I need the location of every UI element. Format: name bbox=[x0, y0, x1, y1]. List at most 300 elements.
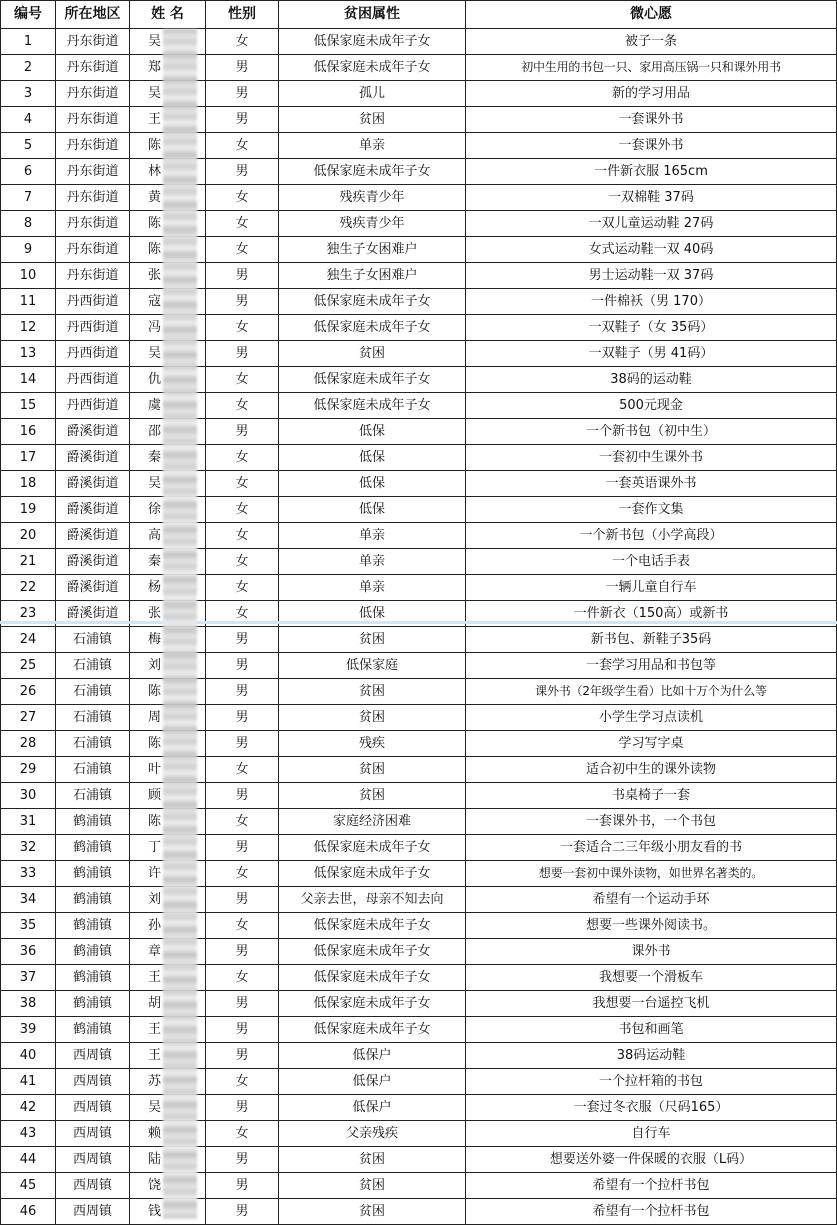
cell-region: 鹤浦镇 bbox=[56, 809, 130, 835]
cell-region: 丹东街道 bbox=[56, 159, 130, 185]
cell-wish: 500元现金 bbox=[466, 393, 837, 419]
cell-wish: 一双鞋子（女 35码） bbox=[466, 315, 837, 341]
cell-name: 丁 bbox=[130, 835, 206, 861]
cell-wish: 一个电话手表 bbox=[466, 549, 837, 575]
cell-poverty: 低保家庭 bbox=[279, 653, 466, 679]
cell-poverty: 贫困 bbox=[279, 757, 466, 783]
cell-gender: 男 bbox=[206, 783, 279, 809]
cell-gender: 男 bbox=[206, 289, 279, 315]
cell-poverty: 低保家庭未成年子女 bbox=[279, 1017, 466, 1043]
cell-wish: 一套学习用品和书包等 bbox=[466, 653, 837, 679]
cell-no: 14 bbox=[1, 367, 56, 393]
header-name: 姓 名 bbox=[130, 1, 206, 29]
cell-gender: 男 bbox=[206, 341, 279, 367]
table-row bbox=[1, 1017, 837, 1043]
table-row bbox=[1, 861, 837, 887]
table-row bbox=[1, 393, 837, 419]
cell-region: 鹤浦镇 bbox=[56, 913, 130, 939]
cell-region: 鹤浦镇 bbox=[56, 1017, 130, 1043]
table-row bbox=[1, 705, 837, 731]
cell-name: 顾 bbox=[130, 783, 206, 809]
cell-poverty: 贫困 bbox=[279, 107, 466, 133]
cell-wish: 想要一套初中课外读物，如世界名著类的。 bbox=[466, 861, 837, 887]
cell-no: 32 bbox=[1, 835, 56, 861]
cell-no: 37 bbox=[1, 965, 56, 991]
cell-gender: 女 bbox=[206, 913, 279, 939]
cell-wish: 课外书（2年级学生看）比如十万个为什么等 bbox=[466, 679, 837, 705]
table-row bbox=[1, 965, 837, 991]
cell-name: 黄 bbox=[130, 185, 206, 211]
cell-name: 陆 bbox=[130, 1147, 206, 1173]
cell-no: 29 bbox=[1, 757, 56, 783]
cell-no: 4 bbox=[1, 107, 56, 133]
cell-gender: 男 bbox=[206, 939, 279, 965]
cell-wish: 一件棉袄（男 170） bbox=[466, 289, 837, 315]
table-row bbox=[1, 523, 837, 549]
cell-poverty: 低保家庭未成年子女 bbox=[279, 55, 466, 81]
cell-poverty: 低保户 bbox=[279, 1069, 466, 1095]
header-poverty: 贫困属性 bbox=[279, 1, 466, 29]
cell-wish: 一辆儿童自行车 bbox=[466, 575, 837, 601]
cell-region: 丹西街道 bbox=[56, 393, 130, 419]
cell-name: 陈 bbox=[130, 211, 206, 237]
cell-wish: 新书包、新鞋子35码 bbox=[466, 627, 837, 653]
cell-no: 7 bbox=[1, 185, 56, 211]
cell-wish: 一件新衣服 165cm bbox=[466, 159, 837, 185]
cell-poverty: 低保家庭未成年子女 bbox=[279, 991, 466, 1017]
cell-region: 石浦镇 bbox=[56, 679, 130, 705]
cell-wish: 初中生用的书包一只、家用高压锅一只和课外用书 bbox=[466, 55, 837, 81]
cell-no: 31 bbox=[1, 809, 56, 835]
cell-poverty: 低保家庭未成年子女 bbox=[279, 315, 466, 341]
cell-wish: 一套作文集 bbox=[466, 497, 837, 523]
cell-region: 爵溪街道 bbox=[56, 445, 130, 471]
cell-poverty: 低保 bbox=[279, 497, 466, 523]
cell-region: 石浦镇 bbox=[56, 705, 130, 731]
cell-no: 8 bbox=[1, 211, 56, 237]
cell-no: 34 bbox=[1, 887, 56, 913]
table-row bbox=[1, 1173, 837, 1199]
cell-no: 16 bbox=[1, 419, 56, 445]
table-row bbox=[1, 211, 837, 237]
cell-name: 梅 bbox=[130, 627, 206, 653]
cell-no: 41 bbox=[1, 1069, 56, 1095]
cell-wish: 想要送外婆一件保暖的衣服（L码） bbox=[466, 1147, 837, 1173]
cell-region: 石浦镇 bbox=[56, 627, 130, 653]
cell-no: 30 bbox=[1, 783, 56, 809]
cell-wish: 学习写字桌 bbox=[466, 731, 837, 757]
cell-gender: 女 bbox=[206, 497, 279, 523]
cell-no: 23 bbox=[1, 601, 56, 627]
table-row bbox=[1, 497, 837, 523]
cell-poverty: 低保 bbox=[279, 601, 466, 627]
cell-gender: 男 bbox=[206, 835, 279, 861]
cell-wish: 小学生学习点读机 bbox=[466, 705, 837, 731]
header-row bbox=[1, 1, 837, 29]
cell-region: 鹤浦镇 bbox=[56, 939, 130, 965]
cell-wish: 一套适合二三年级小朋友看的书 bbox=[466, 835, 837, 861]
cell-no: 46 bbox=[1, 1199, 56, 1225]
cell-no: 40 bbox=[1, 1043, 56, 1069]
cell-gender: 男 bbox=[206, 1043, 279, 1069]
cell-poverty: 低保家庭未成年子女 bbox=[279, 965, 466, 991]
cell-poverty: 低保家庭未成年子女 bbox=[279, 289, 466, 315]
cell-region: 爵溪街道 bbox=[56, 471, 130, 497]
cell-gender: 女 bbox=[206, 185, 279, 211]
cell-gender: 男 bbox=[206, 107, 279, 133]
table-row bbox=[1, 549, 837, 575]
cell-no: 10 bbox=[1, 263, 56, 289]
table-row bbox=[1, 185, 837, 211]
cell-region: 丹东街道 bbox=[56, 263, 130, 289]
cell-poverty: 单亲 bbox=[279, 575, 466, 601]
table-row bbox=[1, 1121, 837, 1147]
cell-poverty: 孤儿 bbox=[279, 81, 466, 107]
cell-no: 20 bbox=[1, 523, 56, 549]
cell-region: 鹤浦镇 bbox=[56, 991, 130, 1017]
cell-no: 22 bbox=[1, 575, 56, 601]
cell-region: 丹西街道 bbox=[56, 341, 130, 367]
cell-gender: 女 bbox=[206, 237, 279, 263]
cell-name: 高 bbox=[130, 523, 206, 549]
table-row bbox=[1, 1147, 837, 1173]
cell-region: 石浦镇 bbox=[56, 783, 130, 809]
cell-no: 28 bbox=[1, 731, 56, 757]
cell-no: 2 bbox=[1, 55, 56, 81]
cell-region: 丹东街道 bbox=[56, 107, 130, 133]
cell-region: 丹东街道 bbox=[56, 237, 130, 263]
cell-poverty: 父亲残疾 bbox=[279, 1121, 466, 1147]
cell-poverty: 单亲 bbox=[279, 549, 466, 575]
table-row bbox=[1, 133, 837, 159]
cell-no: 12 bbox=[1, 315, 56, 341]
cell-region: 鹤浦镇 bbox=[56, 835, 130, 861]
cell-poverty: 独生子女困难户 bbox=[279, 263, 466, 289]
cell-no: 18 bbox=[1, 471, 56, 497]
cell-poverty: 贫困 bbox=[279, 341, 466, 367]
cell-no: 42 bbox=[1, 1095, 56, 1121]
table-row bbox=[1, 107, 837, 133]
cell-name: 章 bbox=[130, 939, 206, 965]
cell-name: 徐 bbox=[130, 497, 206, 523]
cell-wish: 书包和画笔 bbox=[466, 1017, 837, 1043]
cell-region: 丹东街道 bbox=[56, 133, 130, 159]
cell-name: 陈 bbox=[130, 679, 206, 705]
table-row bbox=[1, 913, 837, 939]
cell-name: 王 bbox=[130, 965, 206, 991]
cell-no: 33 bbox=[1, 861, 56, 887]
table-row bbox=[1, 835, 837, 861]
cell-region: 西周镇 bbox=[56, 1095, 130, 1121]
cell-name: 刘 bbox=[130, 653, 206, 679]
table-row bbox=[1, 887, 837, 913]
cell-region: 丹东街道 bbox=[56, 211, 130, 237]
table-row bbox=[1, 29, 837, 55]
cell-name: 王 bbox=[130, 1017, 206, 1043]
table-row bbox=[1, 289, 837, 315]
cell-name: 吴 bbox=[130, 29, 206, 55]
cell-no: 3 bbox=[1, 81, 56, 107]
cell-gender: 女 bbox=[206, 393, 279, 419]
cell-region: 鹤浦镇 bbox=[56, 965, 130, 991]
table-row bbox=[1, 263, 837, 289]
cell-poverty: 单亲 bbox=[279, 133, 466, 159]
cell-poverty: 贫困 bbox=[279, 627, 466, 653]
cell-region: 丹西街道 bbox=[56, 367, 130, 393]
cell-name: 邵 bbox=[130, 419, 206, 445]
cell-poverty: 残疾青少年 bbox=[279, 185, 466, 211]
table-row bbox=[1, 809, 837, 835]
cell-name: 林 bbox=[130, 159, 206, 185]
cell-poverty: 低保 bbox=[279, 445, 466, 471]
cell-region: 西周镇 bbox=[56, 1199, 130, 1225]
cell-name: 王 bbox=[130, 1043, 206, 1069]
cell-no: 36 bbox=[1, 939, 56, 965]
cell-region: 西周镇 bbox=[56, 1147, 130, 1173]
cell-wish: 我想要一个滑板车 bbox=[466, 965, 837, 991]
cell-wish: 一套课外书，一个书包 bbox=[466, 809, 837, 835]
cell-no: 35 bbox=[1, 913, 56, 939]
cell-no: 13 bbox=[1, 341, 56, 367]
cell-gender: 男 bbox=[206, 731, 279, 757]
cell-gender: 男 bbox=[206, 887, 279, 913]
table-row bbox=[1, 1199, 837, 1225]
sheet-seam bbox=[0, 621, 837, 624]
cell-gender: 男 bbox=[206, 81, 279, 107]
cell-poverty: 残疾青少年 bbox=[279, 211, 466, 237]
cell-wish: 女式运动鞋一双 40码 bbox=[466, 237, 837, 263]
header-no: 编号 bbox=[1, 1, 56, 29]
cell-region: 爵溪街道 bbox=[56, 523, 130, 549]
cell-poverty: 低保家庭未成年子女 bbox=[279, 393, 466, 419]
table-row bbox=[1, 367, 837, 393]
cell-gender: 男 bbox=[206, 679, 279, 705]
cell-wish: 一双鞋子（男 41码） bbox=[466, 341, 837, 367]
cell-no: 38 bbox=[1, 991, 56, 1017]
cell-name: 赖 bbox=[130, 1121, 206, 1147]
cell-poverty: 贫困 bbox=[279, 783, 466, 809]
cell-region: 石浦镇 bbox=[56, 757, 130, 783]
cell-gender: 女 bbox=[206, 861, 279, 887]
cell-name: 许 bbox=[130, 861, 206, 887]
cell-gender: 男 bbox=[206, 1095, 279, 1121]
cell-poverty: 贫困 bbox=[279, 1199, 466, 1225]
cell-no: 39 bbox=[1, 1017, 56, 1043]
cell-gender: 女 bbox=[206, 315, 279, 341]
cell-wish: 38码的运动鞋 bbox=[466, 367, 837, 393]
cell-gender: 女 bbox=[206, 809, 279, 835]
cell-region: 丹东街道 bbox=[56, 185, 130, 211]
cell-gender: 男 bbox=[206, 419, 279, 445]
cell-poverty: 残疾 bbox=[279, 731, 466, 757]
cell-gender: 男 bbox=[206, 159, 279, 185]
table-row bbox=[1, 1095, 837, 1121]
cell-no: 5 bbox=[1, 133, 56, 159]
cell-name: 秦 bbox=[130, 445, 206, 471]
cell-gender: 女 bbox=[206, 757, 279, 783]
cell-gender: 女 bbox=[206, 367, 279, 393]
cell-no: 9 bbox=[1, 237, 56, 263]
cell-wish: 希望有一个拉杆书包 bbox=[466, 1173, 837, 1199]
table-row bbox=[1, 341, 837, 367]
cell-no: 1 bbox=[1, 29, 56, 55]
cell-region: 爵溪街道 bbox=[56, 601, 130, 627]
cell-gender: 女 bbox=[206, 29, 279, 55]
cell-name: 陈 bbox=[130, 237, 206, 263]
cell-wish: 一套课外书 bbox=[466, 133, 837, 159]
cell-wish: 一个新书包（初中生） bbox=[466, 419, 837, 445]
cell-wish: 希望有一个拉杆书包 bbox=[466, 1199, 837, 1225]
table-row bbox=[1, 1069, 837, 1095]
cell-name: 虞 bbox=[130, 393, 206, 419]
cell-poverty: 单亲 bbox=[279, 523, 466, 549]
header-wish: 微心愿 bbox=[466, 1, 837, 29]
cell-no: 43 bbox=[1, 1121, 56, 1147]
table-row bbox=[1, 471, 837, 497]
table-row bbox=[1, 315, 837, 341]
cell-gender: 男 bbox=[206, 263, 279, 289]
cell-name: 孙 bbox=[130, 913, 206, 939]
cell-gender: 男 bbox=[206, 653, 279, 679]
table-row bbox=[1, 237, 837, 263]
cell-wish: 适合初中生的课外读物 bbox=[466, 757, 837, 783]
cell-gender: 女 bbox=[206, 575, 279, 601]
table-row bbox=[1, 653, 837, 679]
cell-poverty: 贫困 bbox=[279, 1173, 466, 1199]
cell-region: 石浦镇 bbox=[56, 653, 130, 679]
cell-gender: 女 bbox=[206, 471, 279, 497]
cell-wish: 自行车 bbox=[466, 1121, 837, 1147]
cell-poverty: 家庭经济困难 bbox=[279, 809, 466, 835]
cell-poverty: 独生子女困难户 bbox=[279, 237, 466, 263]
cell-wish: 一双儿童运动鞋 27码 bbox=[466, 211, 837, 237]
table-row bbox=[1, 1043, 837, 1069]
cell-wish: 课外书 bbox=[466, 939, 837, 965]
cell-name: 吴 bbox=[130, 1095, 206, 1121]
cell-no: 44 bbox=[1, 1147, 56, 1173]
cell-name: 吴 bbox=[130, 471, 206, 497]
cell-gender: 女 bbox=[206, 523, 279, 549]
cell-no: 27 bbox=[1, 705, 56, 731]
cell-gender: 女 bbox=[206, 133, 279, 159]
cell-wish: 书桌椅子一套 bbox=[466, 783, 837, 809]
cell-wish: 一套初中生课外书 bbox=[466, 445, 837, 471]
table-row bbox=[1, 575, 837, 601]
cell-poverty: 低保家庭未成年子女 bbox=[279, 835, 466, 861]
cell-gender: 女 bbox=[206, 601, 279, 627]
cell-gender: 男 bbox=[206, 991, 279, 1017]
cell-name: 冯 bbox=[130, 315, 206, 341]
cell-poverty: 低保家庭未成年子女 bbox=[279, 861, 466, 887]
cell-no: 26 bbox=[1, 679, 56, 705]
cell-poverty: 父亲去世，母亲不知去向 bbox=[279, 887, 466, 913]
cell-region: 爵溪街道 bbox=[56, 575, 130, 601]
cell-name: 吴 bbox=[130, 341, 206, 367]
cell-gender: 女 bbox=[206, 549, 279, 575]
cell-region: 爵溪街道 bbox=[56, 419, 130, 445]
cell-wish: 希望有一个运动手环 bbox=[466, 887, 837, 913]
cell-region: 爵溪街道 bbox=[56, 497, 130, 523]
cell-name: 寇 bbox=[130, 289, 206, 315]
cell-region: 西周镇 bbox=[56, 1173, 130, 1199]
cell-poverty: 低保家庭未成年子女 bbox=[279, 939, 466, 965]
cell-poverty: 低保户 bbox=[279, 1095, 466, 1121]
cell-no: 25 bbox=[1, 653, 56, 679]
cell-poverty: 贫困 bbox=[279, 705, 466, 731]
cell-gender: 男 bbox=[206, 1147, 279, 1173]
cell-region: 爵溪街道 bbox=[56, 549, 130, 575]
cell-name: 张 bbox=[130, 263, 206, 289]
cell-region: 西周镇 bbox=[56, 1043, 130, 1069]
cell-region: 西周镇 bbox=[56, 1121, 130, 1147]
cell-name: 叶 bbox=[130, 757, 206, 783]
cell-no: 45 bbox=[1, 1173, 56, 1199]
cell-name: 刘 bbox=[130, 887, 206, 913]
cell-name: 苏 bbox=[130, 1069, 206, 1095]
cell-poverty: 贫困 bbox=[279, 1147, 466, 1173]
privacy-mosaic bbox=[163, 29, 197, 1219]
cell-name: 周 bbox=[130, 705, 206, 731]
cell-gender: 女 bbox=[206, 445, 279, 471]
cell-gender: 男 bbox=[206, 1017, 279, 1043]
cell-name: 王 bbox=[130, 107, 206, 133]
table-row bbox=[1, 81, 837, 107]
table-row bbox=[1, 55, 837, 81]
table-row bbox=[1, 939, 837, 965]
cell-name: 吴 bbox=[130, 81, 206, 107]
table-body bbox=[1, 29, 837, 1225]
table-row bbox=[1, 627, 837, 653]
cell-wish: 想要一些课外阅读书。 bbox=[466, 913, 837, 939]
cell-poverty: 低保家庭未成年子女 bbox=[279, 29, 466, 55]
cell-name: 胡 bbox=[130, 991, 206, 1017]
cell-name: 陈 bbox=[130, 133, 206, 159]
cell-no: 21 bbox=[1, 549, 56, 575]
cell-gender: 女 bbox=[206, 1121, 279, 1147]
cell-name: 仇 bbox=[130, 367, 206, 393]
cell-name: 陈 bbox=[130, 731, 206, 757]
table-row bbox=[1, 445, 837, 471]
cell-wish: 一个拉杆箱的书包 bbox=[466, 1069, 837, 1095]
cell-gender: 女 bbox=[206, 1069, 279, 1095]
cell-region: 西周镇 bbox=[56, 1069, 130, 1095]
cell-wish: 男士运动鞋一双 37码 bbox=[466, 263, 837, 289]
cell-poverty: 低保户 bbox=[279, 1043, 466, 1069]
cell-no: 6 bbox=[1, 159, 56, 185]
table-row bbox=[1, 991, 837, 1017]
cell-gender: 男 bbox=[206, 1173, 279, 1199]
cell-wish: 一双棉鞋 37码 bbox=[466, 185, 837, 211]
cell-region: 丹东街道 bbox=[56, 55, 130, 81]
cell-wish: 一套英语课外书 bbox=[466, 471, 837, 497]
cell-region: 丹西街道 bbox=[56, 315, 130, 341]
cell-no: 24 bbox=[1, 627, 56, 653]
cell-wish: 被子一条 bbox=[466, 29, 837, 55]
cell-wish: 一套过冬衣服（尺码165） bbox=[466, 1095, 837, 1121]
table-row bbox=[1, 419, 837, 445]
cell-region: 鹤浦镇 bbox=[56, 861, 130, 887]
cell-wish: 一件新衣（150高）或新书 bbox=[466, 601, 837, 627]
header-region: 所在地区 bbox=[56, 1, 130, 29]
cell-name: 张 bbox=[130, 601, 206, 627]
table-row bbox=[1, 731, 837, 757]
cell-name: 杨 bbox=[130, 575, 206, 601]
cell-gender: 女 bbox=[206, 211, 279, 237]
cell-poverty: 低保 bbox=[279, 419, 466, 445]
cell-region: 丹西街道 bbox=[56, 289, 130, 315]
cell-wish: 一个新书包（小学高段） bbox=[466, 523, 837, 549]
cell-no: 19 bbox=[1, 497, 56, 523]
